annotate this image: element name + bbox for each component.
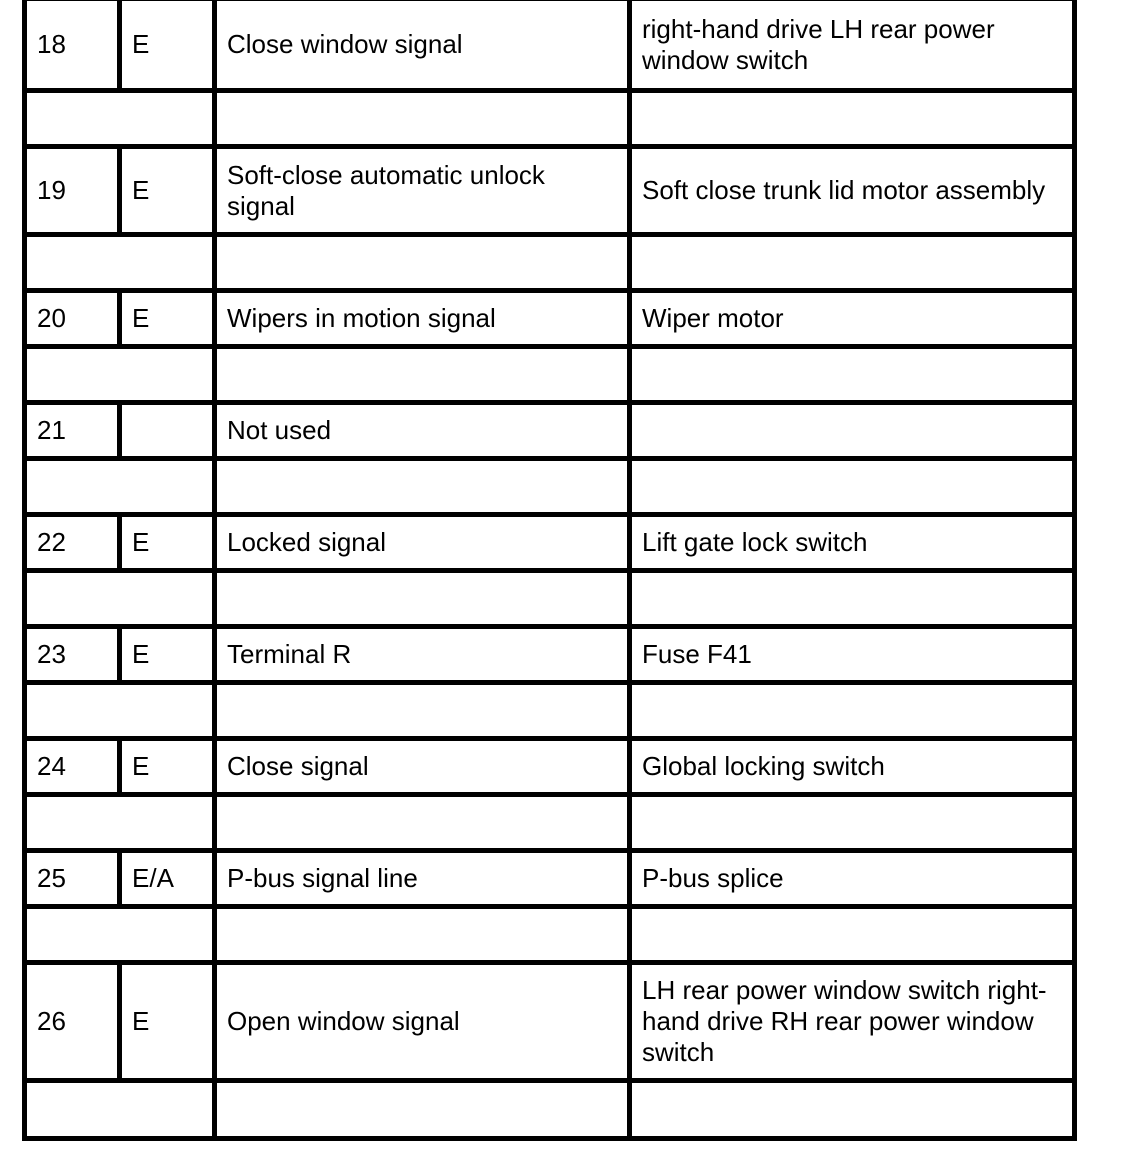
type-cell: E bbox=[120, 515, 215, 571]
table-row bbox=[25, 963, 1075, 1081]
empty-cell bbox=[630, 571, 1075, 627]
empty-cell bbox=[215, 571, 630, 627]
table-row-spacer bbox=[25, 91, 1075, 147]
type-cell: E bbox=[120, 291, 215, 347]
empty-cell bbox=[25, 907, 215, 963]
empty-cell bbox=[215, 235, 630, 291]
table-row-spacer bbox=[25, 459, 1075, 515]
description-cell: Not used bbox=[215, 403, 630, 459]
empty-cell bbox=[630, 235, 1075, 291]
table-row-spacer bbox=[25, 795, 1075, 851]
pin-cell: 18 bbox=[25, 0, 120, 91]
empty-cell bbox=[630, 347, 1075, 403]
pin-cell: 24 bbox=[25, 739, 120, 795]
empty-cell bbox=[25, 235, 215, 291]
empty-cell bbox=[630, 795, 1075, 851]
type-cell: E bbox=[120, 963, 215, 1081]
pin-cell: 22 bbox=[25, 515, 120, 571]
pin-cell: 21 bbox=[25, 403, 120, 459]
connection-cell: LH rear power window switch right-hand drive RH rear power window switch bbox=[630, 963, 1075, 1081]
pin-cell: 25 bbox=[25, 851, 120, 907]
table-row-spacer bbox=[25, 571, 1075, 627]
empty-cell bbox=[25, 795, 215, 851]
connection-cell: Lift gate lock switch bbox=[630, 515, 1075, 571]
table-row bbox=[25, 147, 1075, 235]
empty-cell bbox=[630, 1081, 1075, 1139]
empty-cell bbox=[25, 91, 215, 147]
table-row bbox=[25, 0, 1075, 91]
table-row-spacer bbox=[25, 347, 1075, 403]
pin-cell: 20 bbox=[25, 291, 120, 347]
empty-cell bbox=[25, 459, 215, 515]
connection-cell: Soft close trunk lid motor assembly bbox=[630, 147, 1075, 235]
description-cell: Wipers in motion signal bbox=[215, 291, 630, 347]
pin-assignment-table bbox=[22, 0, 1077, 1141]
pin-cell: 19 bbox=[25, 147, 120, 235]
empty-cell bbox=[630, 907, 1075, 963]
table-row bbox=[25, 851, 1075, 907]
empty-cell bbox=[25, 347, 215, 403]
empty-cell bbox=[25, 683, 215, 739]
type-cell: E bbox=[120, 0, 215, 91]
connection-cell bbox=[630, 403, 1075, 459]
table-row bbox=[25, 739, 1075, 795]
description-cell: Locked signal bbox=[215, 515, 630, 571]
connection-cell: Wiper motor bbox=[630, 291, 1075, 347]
empty-cell bbox=[215, 1081, 630, 1139]
type-cell: E bbox=[120, 627, 215, 683]
empty-cell bbox=[215, 795, 630, 851]
empty-cell bbox=[215, 683, 630, 739]
table-row-spacer bbox=[25, 907, 1075, 963]
type-cell: E bbox=[120, 739, 215, 795]
description-cell: Close signal bbox=[215, 739, 630, 795]
description-cell: Close window signal bbox=[215, 0, 630, 91]
empty-cell bbox=[25, 571, 215, 627]
table-row-spacer bbox=[25, 1081, 1075, 1139]
empty-cell bbox=[215, 347, 630, 403]
pin-cell: 26 bbox=[25, 963, 120, 1081]
empty-cell bbox=[630, 683, 1075, 739]
connection-cell: right-hand drive LH rear power window switch bbox=[630, 0, 1075, 91]
table-row bbox=[25, 627, 1075, 683]
empty-cell bbox=[215, 91, 630, 147]
table-row bbox=[25, 403, 1075, 459]
description-cell: Soft-close automatic unlock signal bbox=[215, 147, 630, 235]
empty-cell bbox=[25, 1081, 215, 1139]
connection-cell: Fuse F41 bbox=[630, 627, 1075, 683]
type-cell: E/A bbox=[120, 851, 215, 907]
type-cell bbox=[120, 403, 215, 459]
empty-cell bbox=[630, 459, 1075, 515]
table-row-spacer bbox=[25, 683, 1075, 739]
description-cell: Open window signal bbox=[215, 963, 630, 1081]
empty-cell bbox=[630, 91, 1075, 147]
type-cell: E bbox=[120, 147, 215, 235]
empty-cell bbox=[215, 459, 630, 515]
connection-cell: Global locking switch bbox=[630, 739, 1075, 795]
table-row bbox=[25, 291, 1075, 347]
connection-cell: P-bus splice bbox=[630, 851, 1075, 907]
description-cell: Terminal R bbox=[215, 627, 630, 683]
description-cell: P-bus signal line bbox=[215, 851, 630, 907]
table-row-spacer bbox=[25, 235, 1075, 291]
pin-cell: 23 bbox=[25, 627, 120, 683]
table-row bbox=[25, 515, 1075, 571]
empty-cell bbox=[215, 907, 630, 963]
